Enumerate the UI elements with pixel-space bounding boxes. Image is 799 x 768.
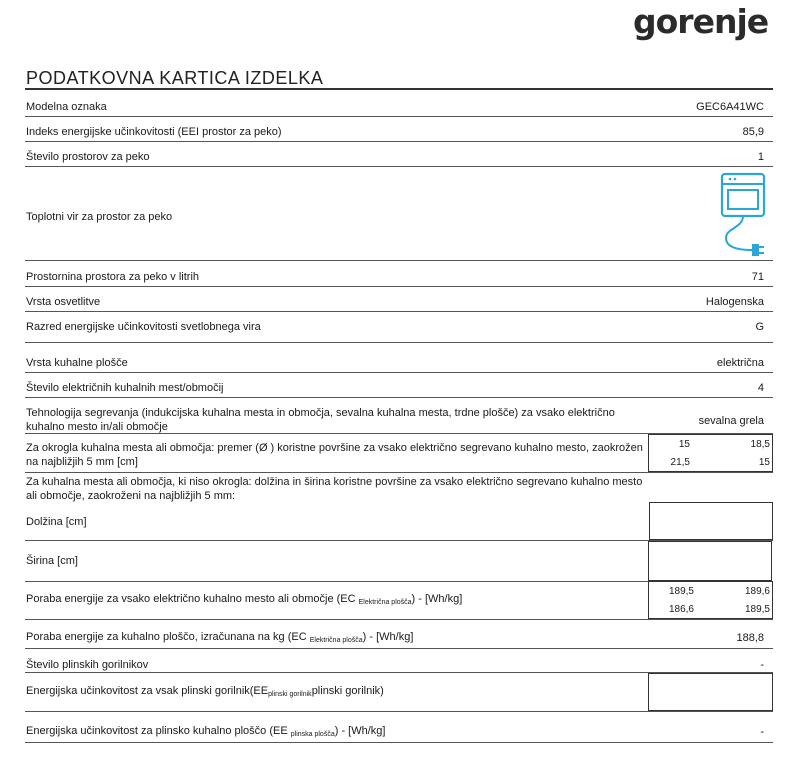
electric-oven-plug-icon: [718, 172, 768, 258]
title-divider: [25, 88, 773, 90]
hob-type-value: električna: [716, 357, 764, 369]
divider: [25, 742, 773, 743]
divider: [25, 397, 773, 398]
cavities-value: 1: [757, 151, 764, 163]
divider: [25, 648, 773, 649]
gas-hob-label: [26, 724, 385, 742]
hob-type-label: Vrsta kuhalne plošče: [26, 357, 128, 369]
ec-zone-label-pre: Poraba energije za vsako električno kuhalno mesto ali območje (EC: [26, 593, 359, 605]
gas-hob-value: -: [760, 726, 764, 738]
tech-label-line-1: Tehnologija segrevanja (indukcijska kuhalna mesta in območja, sevalna kuhalna mesta, trdne plošče) za vsako električno: [26, 407, 615, 419]
tech-label-line-2: kuhalno mesto in/ali območje: [26, 421, 168, 433]
zones-label: Število električnih kuhalnih mest/območij: [26, 382, 224, 394]
tech-value: sevalna grela: [698, 415, 764, 427]
ec-zone-value-1: 189,5: [668, 586, 694, 597]
ec-zone-value-3: 186,6: [668, 604, 694, 615]
round-label-line-1: Za okrogla kuhalna mesta ali območja: premer (Ø ) koristne površine za vsako električno segrevano kuhalno mesto, zaokrožen: [26, 442, 643, 454]
divider: [25, 141, 773, 142]
ec-hob-value: 188,8: [736, 632, 764, 644]
ec-zone-label-sub: Električna plošča: [358, 599, 412, 606]
divider: [25, 116, 773, 117]
ec-hob-label-pre: Poraba energije za kuhalno ploščo, izračunana na kg (EC: [26, 631, 310, 643]
cavities-label: Število prostorov za peko: [26, 151, 150, 163]
ec-zone-label: [26, 592, 462, 610]
divider: [25, 260, 773, 261]
round-label-line-2: na najbližjih 5 mm [cm]: [26, 456, 138, 468]
length-label: Dolžina [cm]: [26, 516, 87, 528]
light-class-label: Razred energijske učinkovitosti svetlobnega vira: [26, 321, 261, 333]
model-label: Modelna oznaka: [26, 101, 107, 113]
divider: [25, 311, 773, 312]
width-label: Širina [cm]: [26, 555, 78, 567]
width-values-box: [648, 541, 772, 581]
divider: [25, 286, 773, 287]
divider: [25, 166, 773, 167]
volume-label: Prostornina prostora za peko v litrih: [26, 271, 200, 283]
divider: [25, 472, 773, 473]
divider: [25, 342, 773, 343]
ec-hob-label: [26, 630, 413, 648]
ec-hob-label-sub: Električna plošča: [309, 637, 363, 644]
ec-zone-value-2: 189,6: [744, 586, 770, 597]
gas-burners-value: -: [760, 659, 764, 671]
ec-zone-value-4: 189,5: [744, 604, 770, 615]
gas-hob-label-pre: Energijska učinkovitost za plinsko kuhalno ploščo (EE: [26, 725, 291, 737]
ec-hob-label-post: ) - [Wh/kg]: [362, 631, 414, 643]
round-value-1: 15: [678, 439, 690, 450]
gas-eff-values-box: [648, 673, 773, 711]
light-class-value: G: [755, 321, 764, 333]
heat-source-label: Toplotni vir za prostor za peko: [26, 211, 173, 223]
page-title: PODATKOVNA KARTICA IZDELKA: [26, 68, 324, 88]
nonround-label-line-2: ali območje, zaokroženi na najbližjih 5 mm:: [26, 490, 236, 502]
divider: [25, 619, 773, 620]
zones-value: 4: [757, 382, 764, 394]
gas-eff-label: [26, 684, 384, 702]
brand-logo: gorenje: [633, 2, 769, 41]
ec-zone-label-post: ) - [Wh/kg]: [411, 593, 463, 605]
gas-eff-label-post: plinski gorilnik): [311, 685, 384, 697]
round-value-4: 15: [758, 457, 770, 468]
gas-eff-label-pre: Energijska učinkovitost za vsak plinski gorilnik(EE: [26, 685, 269, 697]
round-value-3: 21,5: [670, 457, 690, 468]
nonround-label-line-1: Za kuhalna mesta ali območja, ki niso okrogla: dolžina in širina koristne površine za vsako električno segrevano kuhalno mesto: [26, 476, 643, 488]
gas-hob-label-sub: plinska plošča: [290, 731, 335, 738]
lighting-value: Halogenska: [705, 296, 764, 308]
volume-value: 71: [751, 271, 764, 283]
divider: [25, 711, 773, 712]
round-value-2: 18,5: [750, 439, 770, 450]
divider: [25, 372, 773, 373]
eei-label: Indeks energijske učinkovitosti (EEI prostor za peko): [26, 126, 282, 138]
eei-value: 85,9: [742, 126, 764, 138]
gas-burners-label: Število plinskih gorilnikov: [26, 659, 149, 671]
length-values-box: [649, 502, 773, 540]
gas-eff-label-sub: plinski gorilnik: [268, 691, 312, 698]
model-value: GEC6A41WC: [696, 101, 764, 113]
lighting-label: Vrsta osvetlitve: [26, 296, 101, 308]
gas-hob-label-post: ) - [Wh/kg]: [334, 725, 386, 737]
